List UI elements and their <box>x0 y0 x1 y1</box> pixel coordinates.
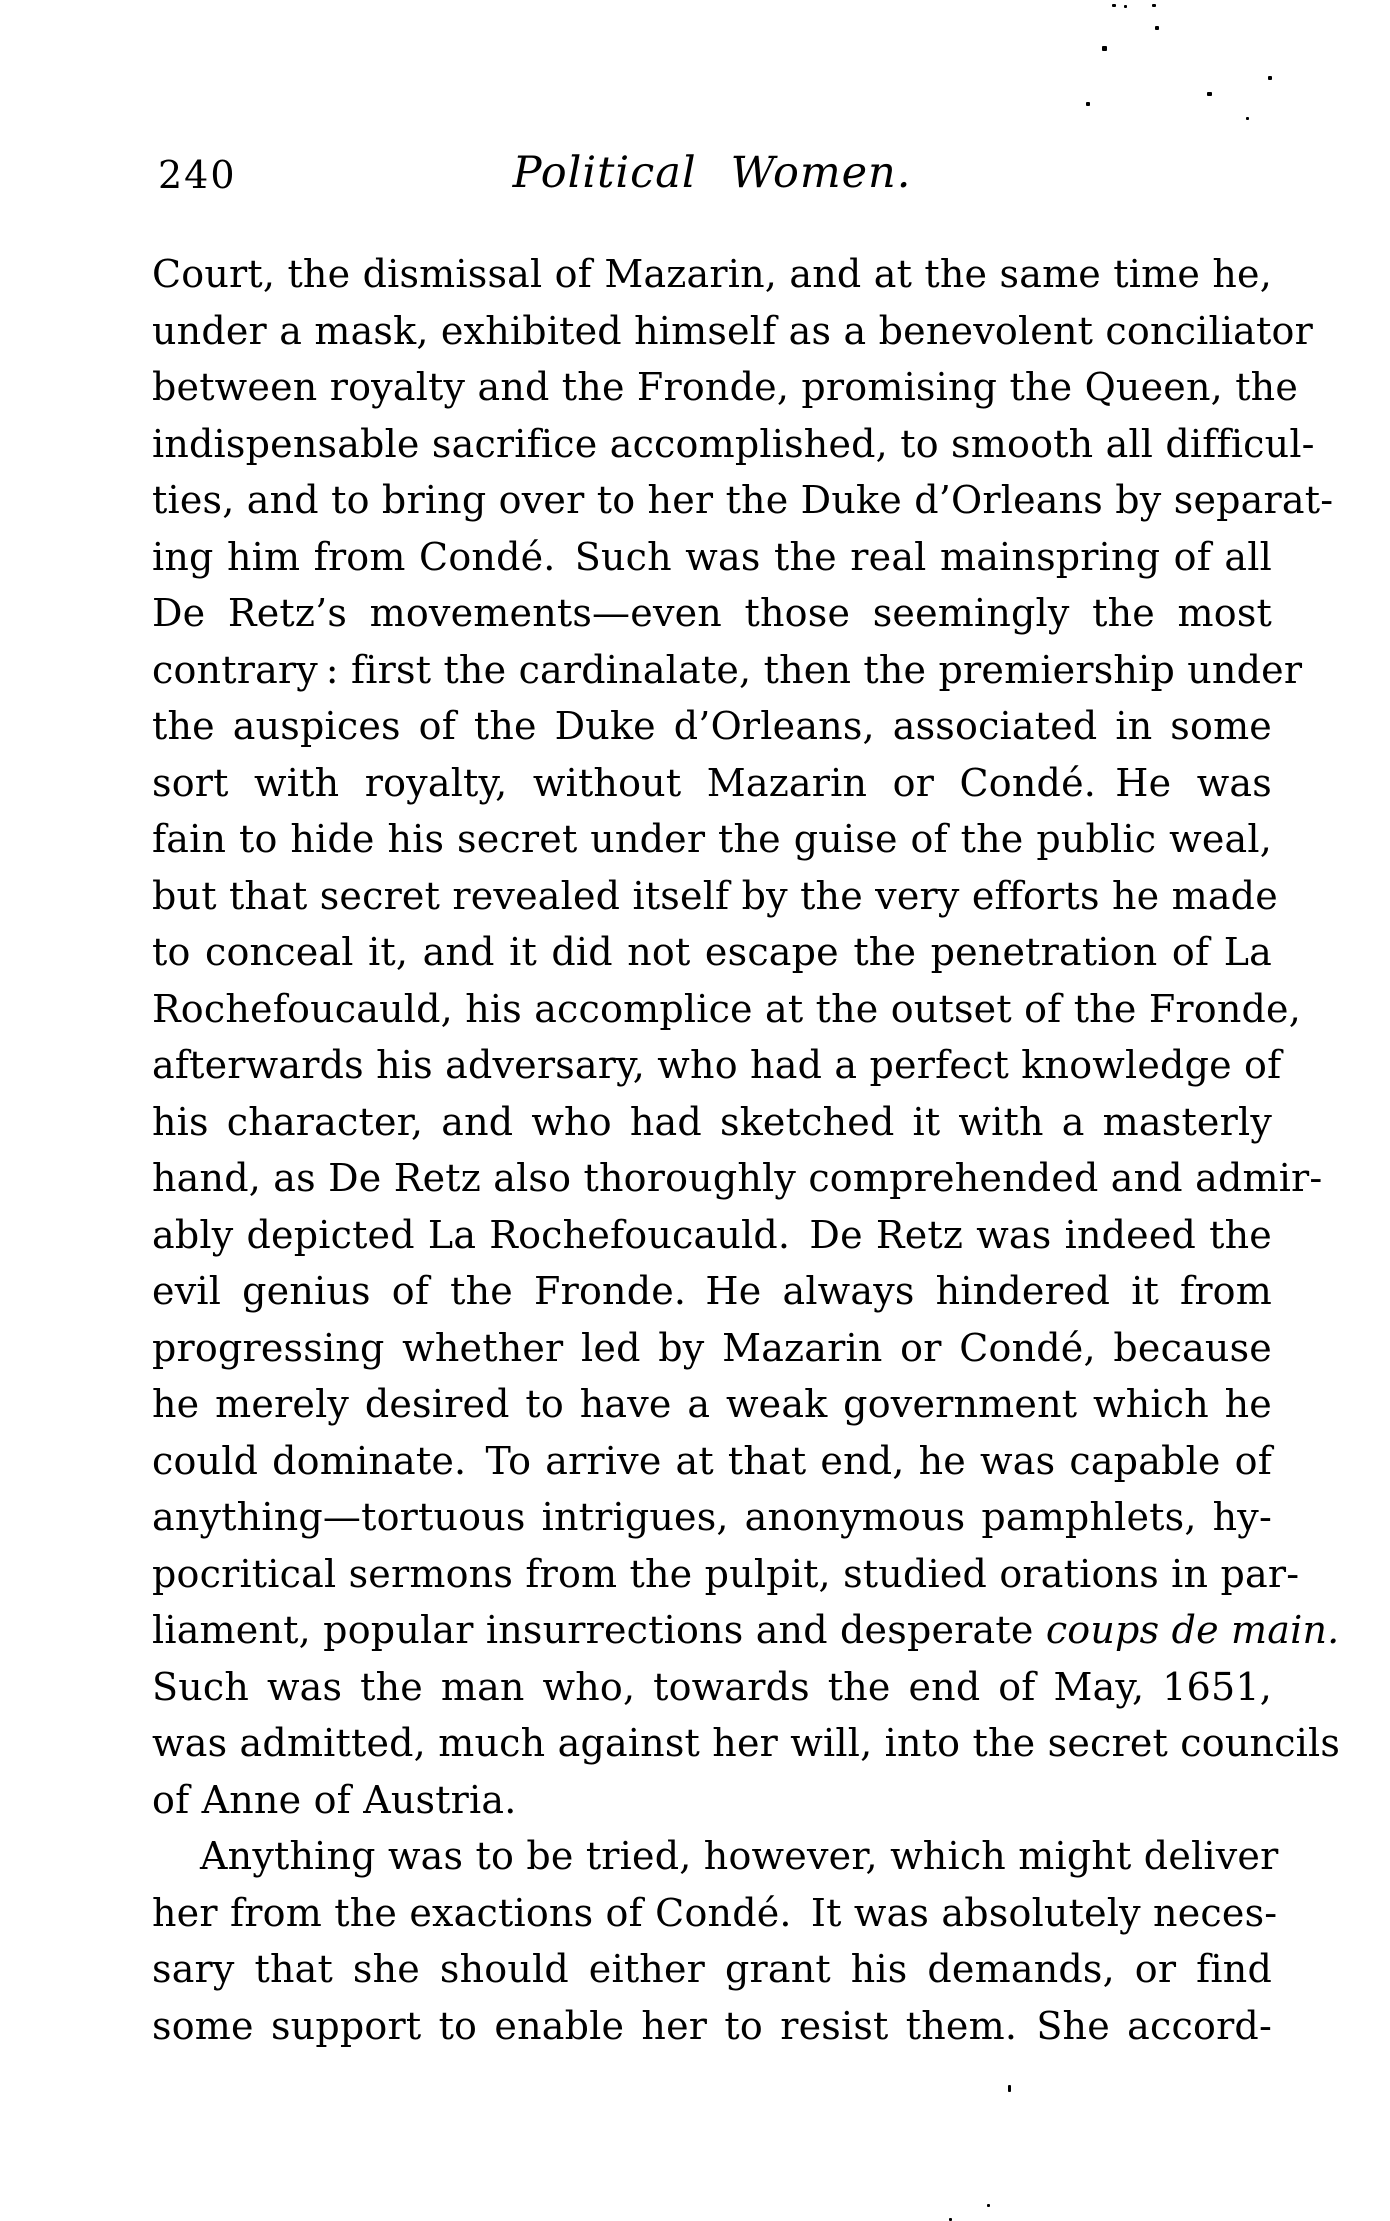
text-line <box>152 1602 1340 1659</box>
text-segment: ing him from Condé. Such was the real mainspring of all <box>152 534 1272 579</box>
text-line <box>152 1150 1323 1207</box>
text-segment: he merely desired to have a weak government which he <box>152 1382 1272 1426</box>
scan-speck <box>987 2204 990 2207</box>
text-line <box>152 246 1272 303</box>
text-line <box>152 642 1303 699</box>
text-segment: contrary : first the cardinalate, then the premiership under <box>152 647 1303 692</box>
text-segment: the auspices of the Duke d’Orleans, associated in some <box>152 704 1272 748</box>
text-line <box>152 1037 1282 1094</box>
text-line <box>152 1885 1278 1942</box>
text-line <box>152 416 1315 473</box>
text-line <box>152 1998 1272 2055</box>
text-line <box>152 1094 1272 1151</box>
text-line <box>152 303 1313 360</box>
text-line <box>152 1376 1272 1433</box>
italic-phrase: coups de main. <box>1045 1608 1340 1652</box>
text-segment: to conceal it, and it did not escape the penetration of La <box>152 930 1272 974</box>
text-segment: sort with royalty, without Mazarin or Condé. He was <box>152 760 1272 805</box>
text-segment: progressing whether led by Mazarin or Condé, because <box>152 1325 1272 1370</box>
text-segment: anything—tortuous intrigues, anonymous pamphlets, hy- <box>152 1495 1272 1539</box>
text-segment: under a mask, exhibited himself as a benevolent conciliator <box>152 308 1313 353</box>
scan-speck <box>1152 4 1156 7</box>
text-segment: liament, popular insurrections and desperate <box>152 1608 1046 1652</box>
text-line <box>152 1320 1272 1377</box>
text-segment: pocritical sermons from the pulpit, studied orations in par- <box>152 1551 1300 1596</box>
scan-speck <box>1207 92 1212 96</box>
text-segment: but that secret revealed itself by the very efforts he made <box>152 873 1278 918</box>
scan-speck <box>1124 5 1127 8</box>
text-line <box>152 1715 1341 1772</box>
text-line <box>152 1433 1272 1490</box>
running-title: Political Women. <box>512 148 912 198</box>
scan-speck <box>1086 102 1090 106</box>
text-segment: Anything was to be tried, however, which might deliver <box>200 1834 1279 1878</box>
text-line <box>152 1546 1300 1603</box>
text-line <box>152 1263 1272 1320</box>
text-segment: sary that she should either grant his demands, or find <box>152 1947 1272 1991</box>
text-segment: some support to enable her to resist them. She accord- <box>152 2003 1272 2048</box>
text-line <box>152 868 1278 925</box>
scan-speck <box>1246 117 1249 120</box>
scan-speck <box>1268 76 1272 80</box>
page-number: 240 <box>158 153 237 197</box>
text-segment: afterwards his adversary, who had a perfect knowledge of <box>152 1043 1282 1087</box>
text-line <box>152 1207 1272 1264</box>
body-text <box>152 246 1341 2054</box>
text-segment: ties, and to bring over to her the Duke d’Orleans by separat- <box>152 478 1334 522</box>
scan-speck <box>1112 4 1116 7</box>
text-segment: her from the exactions of Condé. It was absolutely neces- <box>152 1890 1278 1935</box>
text-line <box>152 472 1334 529</box>
text-line <box>152 698 1272 755</box>
text-segment: fain to hide his secret under the guise of the public weal, <box>152 817 1272 861</box>
text-segment: De Retz’s movements—even those seemingly the most <box>152 591 1272 635</box>
text-line <box>152 1772 1272 1829</box>
text-line <box>152 755 1272 812</box>
text-line <box>152 981 1302 1038</box>
text-segment: indispensable sacrifice accomplished, to smooth all difficul- <box>152 421 1315 466</box>
scan-speck <box>1102 46 1107 51</box>
text-segment: Court, the dismissal of Mazarin, and at the same time he, <box>152 252 1272 296</box>
running-head <box>152 148 1272 198</box>
text-segment: of Anne of Austria. <box>152 1777 517 1822</box>
text-segment: Such was the man who, towards the end of May, 1651, <box>152 1664 1272 1709</box>
text-line <box>152 1941 1272 1998</box>
text-line <box>152 585 1272 642</box>
text-line <box>152 359 1299 416</box>
text-line <box>152 811 1272 868</box>
text-segment: was admitted, much against her will, into the secret councils <box>152 1721 1341 1765</box>
text-segment: between royalty and the Fronde, promising the Queen, the <box>152 365 1299 409</box>
text-segment: evil genius of the Fronde. He always hindered it from <box>152 1269 1272 1313</box>
text-line <box>152 924 1272 981</box>
text-segment: his character, and who had sketched it with a masterly <box>152 1099 1272 1144</box>
text-segment: hand, as De Retz also thoroughly comprehended and admir- <box>152 1156 1323 1200</box>
text-line <box>152 1828 1279 1885</box>
text-segment: Rochefoucauld, his accomplice at the outset of the Fronde, <box>152 986 1302 1031</box>
scan-speck <box>1155 26 1159 30</box>
text-segment: ably depicted La Rochefoucauld. De Retz was indeed the <box>152 1212 1272 1257</box>
text-line <box>152 1659 1272 1716</box>
text-line <box>152 1489 1272 1546</box>
scan-speck <box>1008 2085 1011 2092</box>
text-line <box>152 529 1272 586</box>
text-segment: could dominate. To arrive at that end, he was capable of <box>152 1438 1272 1483</box>
